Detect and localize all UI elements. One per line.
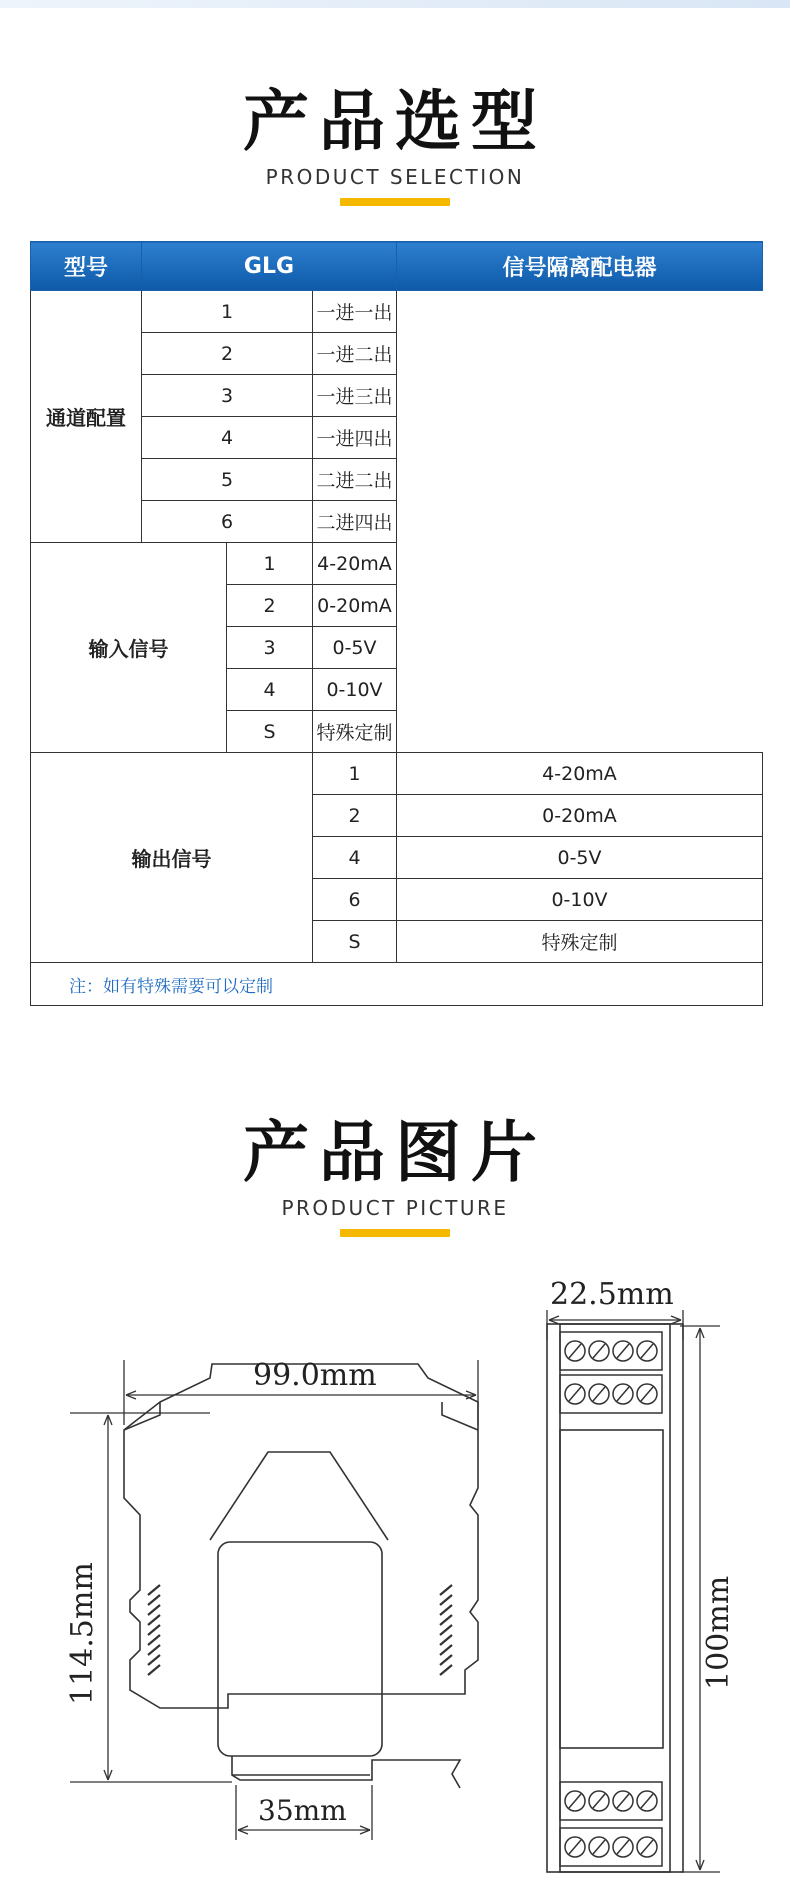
group-label: 输入信号 xyxy=(31,543,227,753)
code-cell: 2 xyxy=(227,585,313,627)
group-input-signal xyxy=(31,543,763,753)
width-dimension-label: 99.0mm xyxy=(253,1358,377,1393)
description-cell: 4-20mA xyxy=(397,753,763,795)
description-cell: 一进二出 xyxy=(313,333,397,375)
table-row xyxy=(31,543,763,585)
description-cell: 0-10V xyxy=(397,879,763,921)
description-cell: 一进三出 xyxy=(313,375,397,417)
header-product: 信号隔离配电器 xyxy=(397,242,763,291)
section-subtitle: PRODUCT SELECTION xyxy=(265,165,525,189)
code-cell: S xyxy=(313,921,397,963)
group-channel-config xyxy=(31,291,763,543)
group-label: 输出信号 xyxy=(31,753,313,963)
height-dimension-label: 114.5mm xyxy=(65,1562,100,1705)
header-glg: GLG xyxy=(142,242,397,291)
title-underline xyxy=(340,198,450,206)
grip-ridges xyxy=(148,1585,452,1675)
description-cell: 0-5V xyxy=(397,837,763,879)
description-cell: 二进四出 xyxy=(313,501,397,543)
code-cell: 5 xyxy=(142,459,313,501)
note-row xyxy=(31,963,763,1006)
selection-table xyxy=(30,241,763,1006)
rail-dimension-label: 35mm xyxy=(258,1794,347,1827)
code-cell: 6 xyxy=(142,501,313,543)
top-gradient-bar xyxy=(0,0,790,8)
description-cell: 一进四出 xyxy=(313,417,397,459)
side-width-dimension-label: 22.5mm xyxy=(550,1277,674,1312)
code-cell: 2 xyxy=(142,333,313,375)
header-model: 型号 xyxy=(31,242,142,291)
title-underline xyxy=(340,1229,450,1237)
description-cell: 4-20mA xyxy=(313,543,397,585)
description-cell: 0-10V xyxy=(313,669,397,711)
section-picture-header xyxy=(0,1113,790,1237)
product-dimension-drawing xyxy=(0,1240,790,1890)
description-cell: 特殊定制 xyxy=(313,711,397,753)
front-view-outline xyxy=(124,1364,478,1788)
code-cell: S xyxy=(227,711,313,753)
code-cell: 4 xyxy=(313,837,397,879)
description-cell: 0-5V xyxy=(313,627,397,669)
section-title: 产品选型 xyxy=(243,83,547,160)
section-title: 产品图片 xyxy=(243,1114,547,1191)
code-cell: 1 xyxy=(142,291,313,333)
code-cell: 1 xyxy=(313,753,397,795)
section-selection-header xyxy=(0,82,790,206)
code-cell: 4 xyxy=(142,417,313,459)
description-cell: 特殊定制 xyxy=(397,921,763,963)
note-text: 注：如有特殊需要可以定制 xyxy=(31,963,763,1006)
code-cell: 4 xyxy=(227,669,313,711)
table-header-row xyxy=(31,242,763,291)
section-subtitle: PRODUCT PICTURE xyxy=(281,1196,509,1220)
code-cell: 2 xyxy=(313,795,397,837)
code-cell: 3 xyxy=(142,375,313,417)
side-height-dimension-label: 100mm xyxy=(701,1575,736,1690)
terminal-blocks xyxy=(560,1332,662,1866)
group-output-signal xyxy=(31,753,763,963)
table-row xyxy=(31,753,763,795)
description-cell: 0-20mA xyxy=(313,585,397,627)
code-cell: 1 xyxy=(227,543,313,585)
code-cell: 3 xyxy=(227,627,313,669)
table-row xyxy=(31,291,763,333)
description-cell: 二进二出 xyxy=(313,459,397,501)
code-cell: 6 xyxy=(313,879,397,921)
front-dimension-lines xyxy=(70,1360,478,1840)
group-label: 通道配置 xyxy=(31,291,142,543)
description-cell: 0-20mA xyxy=(397,795,763,837)
description-cell: 一进一出 xyxy=(313,291,397,333)
